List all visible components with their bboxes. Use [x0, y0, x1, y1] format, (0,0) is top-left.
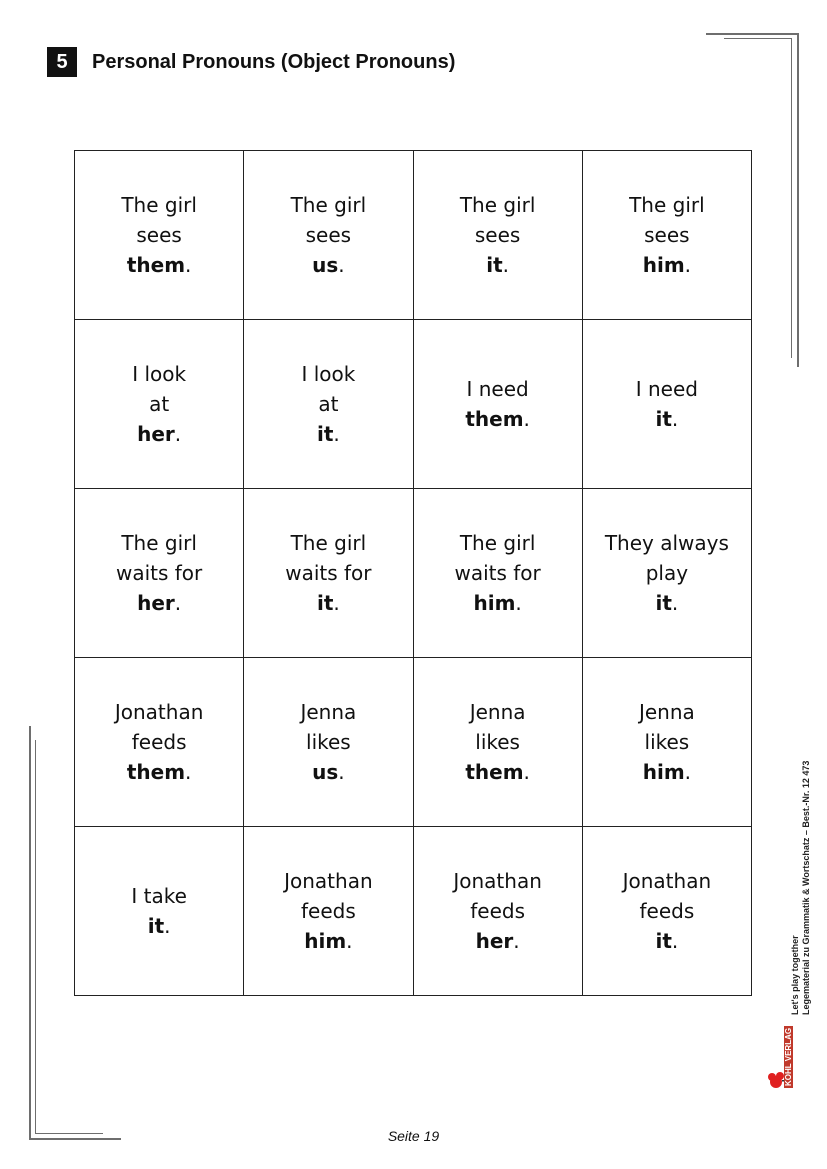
card-object-line	[317, 419, 340, 449]
card-text-line: play	[645, 561, 689, 585]
pronoun-card	[75, 151, 244, 320]
card-grid	[74, 150, 752, 996]
side-imprint-line2: Legematerial zu Grammatik & Wortschatz – Best.-Nr. 12 473	[801, 760, 811, 1015]
frame-line-top-right-h1	[706, 33, 798, 35]
card-punctuation: .	[515, 591, 522, 615]
card-punctuation: .	[333, 591, 340, 615]
card-punctuation: .	[671, 407, 679, 431]
card-object-line	[127, 250, 192, 280]
object-pronoun: him	[642, 253, 685, 277]
card-text-line: likes	[475, 730, 520, 754]
card-object-line	[304, 926, 352, 956]
card-punctuation: .	[684, 253, 692, 277]
page-number: Seite 19	[387, 1128, 440, 1144]
card-object-line	[486, 250, 509, 280]
pronoun-card	[75, 320, 244, 489]
object-pronoun: her	[137, 422, 175, 446]
card-object-line	[312, 250, 345, 280]
pronoun-card	[414, 151, 583, 320]
card-object-line	[465, 404, 530, 434]
pronoun-card	[583, 151, 752, 320]
pronoun-card	[583, 320, 752, 489]
card-text-line: The girl	[290, 531, 367, 555]
frame-line-top-right-v2	[791, 38, 792, 358]
card-object-line	[655, 588, 678, 618]
pronoun-card	[75, 827, 244, 996]
card-text-line: The girl	[121, 193, 197, 217]
card-object-line	[137, 588, 181, 618]
card-punctuation: .	[185, 253, 192, 277]
card-punctuation: .	[185, 760, 192, 784]
object-pronoun: us	[312, 253, 339, 277]
card-text-line: Jonathan	[453, 869, 542, 893]
pronoun-card	[414, 320, 583, 489]
pronoun-card	[244, 151, 413, 320]
pronoun-card	[75, 489, 244, 658]
card-punctuation: .	[164, 914, 171, 938]
pronoun-card	[244, 320, 413, 489]
chapter-number-badge: 5	[47, 47, 77, 77]
pronoun-card	[583, 658, 752, 827]
card-object-line	[476, 926, 520, 956]
card-text-line: feeds	[470, 899, 525, 923]
card-text-line: sees	[136, 223, 182, 247]
card-object-line	[312, 757, 345, 787]
object-pronoun: it	[655, 407, 672, 431]
card-punctuation: .	[523, 407, 530, 431]
card-object-line	[655, 404, 678, 434]
card-text-line: Jonathan	[622, 869, 712, 893]
frame-line-bottom-left-v1	[29, 726, 31, 1139]
object-pronoun: it	[486, 253, 503, 277]
card-text-line: waits for	[115, 561, 203, 585]
object-pronoun: it	[316, 422, 334, 446]
card-punctuation: .	[338, 760, 345, 784]
card-object-line	[148, 911, 171, 941]
card-punctuation: .	[174, 422, 182, 446]
card-punctuation: .	[338, 253, 345, 277]
card-text-line: sees	[644, 223, 690, 247]
object-pronoun: her	[137, 591, 175, 615]
pronoun-card	[75, 658, 244, 827]
pronoun-card	[244, 827, 413, 996]
card-punctuation: .	[671, 591, 679, 615]
pronoun-card	[244, 489, 413, 658]
card-text-line: waits for	[454, 561, 541, 585]
object-pronoun: him	[473, 591, 516, 615]
card-punctuation: .	[333, 422, 340, 446]
card-text-line: I take	[131, 884, 187, 908]
card-object-line	[655, 926, 678, 956]
frame-line-top-right-v1	[797, 33, 799, 367]
object-pronoun: them	[126, 253, 186, 277]
object-pronoun: it	[655, 929, 672, 953]
side-imprint	[790, 761, 812, 1015]
frame-line-bottom-left-v2	[35, 740, 36, 1134]
card-text-line: sees	[474, 223, 521, 247]
card-object-line	[137, 419, 181, 449]
card-object-line	[465, 757, 530, 787]
pronoun-card	[244, 658, 413, 827]
card-punctuation: .	[513, 929, 520, 953]
card-object-line	[473, 588, 521, 618]
card-text-line: I need	[635, 377, 698, 401]
object-pronoun: him	[642, 760, 685, 784]
card-object-line	[643, 757, 691, 787]
pronoun-card	[583, 827, 752, 996]
object-pronoun: it	[147, 914, 165, 938]
card-text-line: at	[318, 392, 339, 416]
page-title: Personal Pronouns (Object Pronouns)	[92, 50, 456, 73]
card-text-line: I look	[132, 362, 187, 386]
pronoun-card	[414, 827, 583, 996]
frame-line-top-right-h2	[724, 38, 792, 39]
card-text-line: likes	[644, 730, 690, 754]
card-punctuation: .	[346, 929, 353, 953]
card-object-line	[643, 250, 691, 280]
card-text-line: Jonathan	[114, 700, 204, 724]
card-text-line: waits for	[285, 561, 372, 585]
card-text-line: The girl	[290, 193, 367, 217]
object-pronoun: us	[312, 760, 339, 784]
card-text-line: at	[149, 392, 170, 416]
card-text-line: I look	[301, 362, 356, 386]
card-punctuation: .	[523, 760, 530, 784]
card-text-line: The girl	[459, 531, 536, 555]
card-punctuation: .	[502, 253, 510, 277]
card-text-line: feeds	[639, 899, 695, 923]
card-text-line: Jenna	[300, 700, 357, 724]
object-pronoun: it	[316, 591, 334, 615]
card-object-line	[127, 757, 192, 787]
pronoun-card	[583, 489, 752, 658]
object-pronoun: it	[655, 591, 672, 615]
pronoun-card	[414, 658, 583, 827]
card-text-line: I need	[466, 377, 529, 401]
card-text-line: feeds	[300, 899, 356, 923]
object-pronoun: them	[126, 760, 186, 784]
card-punctuation: .	[684, 760, 692, 784]
card-text-line: Jenna	[638, 700, 695, 724]
object-pronoun: him	[304, 929, 347, 953]
card-text-line: Jonathan	[284, 869, 373, 893]
card-object-line	[317, 588, 340, 618]
card-text-line: sees	[305, 223, 352, 247]
card-text-line: feeds	[131, 730, 187, 754]
card-text-line: They always	[604, 531, 729, 555]
pronoun-card	[414, 489, 583, 658]
card-text-line: likes	[306, 730, 351, 754]
card-punctuation: .	[671, 929, 679, 953]
object-pronoun: them	[465, 760, 524, 784]
publisher-logo-text: KOHL VERLAG	[784, 1027, 793, 1086]
object-pronoun: her	[475, 929, 514, 953]
card-text-line: The girl	[459, 193, 536, 217]
card-text-line: The girl	[121, 531, 197, 555]
card-text-line: The girl	[629, 193, 705, 217]
worksheet-header	[47, 47, 455, 77]
side-imprint-line1: Let's play together	[790, 935, 800, 1015]
card-text-line: Jenna	[469, 700, 526, 724]
object-pronoun: them	[465, 407, 524, 431]
card-punctuation: .	[174, 591, 182, 615]
